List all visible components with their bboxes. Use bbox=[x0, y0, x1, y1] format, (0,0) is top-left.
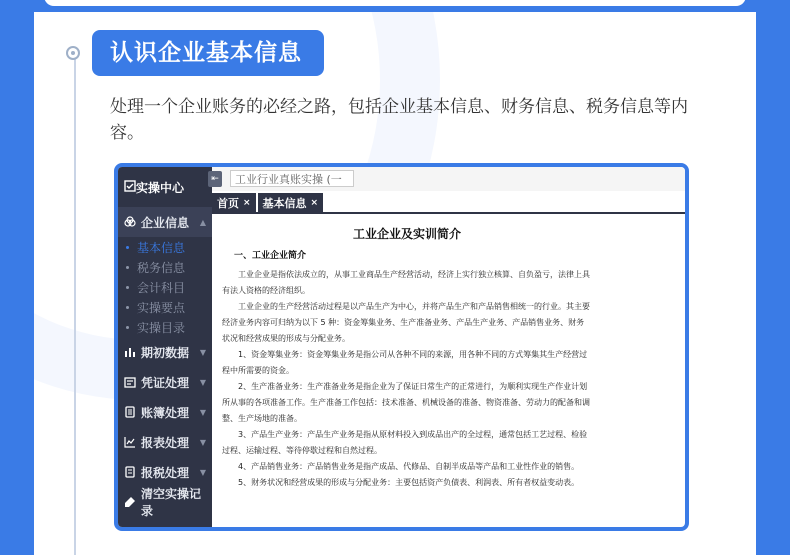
line-chart-icon bbox=[124, 436, 136, 448]
bullet-icon bbox=[126, 246, 129, 249]
timeline-dot bbox=[66, 46, 80, 60]
document-heading: 一、工业企业简介 bbox=[234, 251, 307, 261]
sidebar-item-clear-records[interactable] bbox=[118, 487, 212, 517]
bullet-icon bbox=[126, 326, 129, 329]
app-sidebar bbox=[118, 167, 212, 527]
bullet-icon bbox=[126, 286, 129, 289]
sidebar-header-label: 实操中心 bbox=[136, 180, 185, 195]
sidebar-header[interactable] bbox=[118, 167, 212, 207]
chevron-down-icon: ▼ bbox=[199, 467, 206, 477]
sidebar-subitem-accounts[interactable] bbox=[118, 277, 212, 297]
sidebar-item-label: 凭证处理 bbox=[141, 375, 190, 390]
section-heading: 认识企业基本信息 bbox=[92, 30, 324, 76]
sidebar-item-label: 企业信息 bbox=[141, 215, 190, 230]
subitem-label: 实操要点 bbox=[137, 300, 186, 315]
app-screenshot bbox=[114, 163, 689, 531]
sidebar-item-label: 报税处理 bbox=[141, 465, 190, 480]
tab-home[interactable] bbox=[212, 193, 256, 212]
document-paragraph: 工业企业的生产经营活动过程是以产品生产为中心，并将产品生产和产品销售相统一的行业。其主要经济业务内容可归纳为以下 5 种：资金筹集业务、生产准备业务、产品生产业务、产品销售业务、财务状况和经营成果的形成与分配业务。 bbox=[222, 302, 590, 343]
sidebar-item-ledger[interactable] bbox=[118, 397, 212, 427]
sidebar-item-tax-filing[interactable] bbox=[118, 457, 212, 487]
tab-basic-info[interactable] bbox=[258, 193, 324, 212]
tab-bar bbox=[212, 191, 685, 214]
ledger-icon bbox=[124, 406, 136, 418]
sidebar-subitem-basic-info[interactable] bbox=[118, 237, 212, 257]
chevron-down-icon: ▼ bbox=[199, 437, 206, 447]
clear-icon bbox=[124, 496, 136, 508]
document-paragraph: 3、产品生产业务：产品生产业务是指从原材料投入到成品出产的全过程，通常包括工艺过程、检验过程、运输过程、等待停歇过程和自然过程。 bbox=[222, 430, 588, 455]
subitem-label: 基本信息 bbox=[137, 240, 186, 255]
document-paragraph: 5、财务状况和经营成果的形成与分配业务：主要包括资产负债表、利润表、所有者权益变动表。 bbox=[238, 478, 580, 487]
sidebar-item-voucher[interactable] bbox=[118, 367, 212, 397]
sidebar-item-company-info[interactable] bbox=[118, 207, 212, 237]
subitem-label: 实操目录 bbox=[137, 320, 186, 335]
bullet-icon bbox=[126, 306, 129, 309]
sidebar-item-reports[interactable] bbox=[118, 427, 212, 457]
top-card bbox=[44, 0, 746, 6]
timeline-line bbox=[74, 54, 76, 555]
right-border bbox=[756, 0, 790, 555]
chevron-up-icon: ▲ bbox=[199, 217, 206, 227]
subitem-label: 税务信息 bbox=[137, 260, 186, 275]
document-title: 工业企业及实训简介 bbox=[352, 227, 461, 241]
sidebar-subitem-key-points[interactable] bbox=[118, 297, 212, 317]
practice-center-icon bbox=[124, 180, 136, 195]
document-content bbox=[222, 223, 592, 491]
document-paragraph: 2、生产准备业务：生产准备业务是指企业为了保证日常生产的正常进行，为顺利实现生产作业计划所从事的各项准备工作。生产准备工作包括：技术准备、机械设备的准备、物资准备、劳动力的配备和调整、生产场地的准备。 bbox=[222, 382, 590, 423]
bar-chart-icon bbox=[124, 346, 136, 358]
sidebar-item-label: 期初数据 bbox=[141, 345, 190, 360]
subitem-label: 会计科目 bbox=[137, 280, 186, 295]
collapse-sidebar-icon[interactable]: ⇤ bbox=[208, 171, 222, 187]
left-border bbox=[0, 0, 34, 555]
section-description: 处理一个企业账务的必经之路，包括企业基本信息、财务信息、税务信息等内容。 bbox=[110, 97, 688, 143]
tab-label: 首页 bbox=[217, 196, 239, 210]
voucher-icon bbox=[124, 376, 136, 388]
sidebar-item-label: 清空实操记录 bbox=[141, 487, 202, 518]
document-paragraph: 工业企业是指依法成立的，从事工业商品生产经营活动，经济上实行独立核算、自负盈亏，法律上具有法人资格的经济组织。 bbox=[222, 270, 590, 295]
chevron-down-icon: ▼ bbox=[199, 407, 206, 417]
app-topbar bbox=[212, 167, 685, 192]
sidebar-subitem-tax-info[interactable] bbox=[118, 257, 212, 277]
company-info-icon bbox=[124, 216, 136, 228]
bullet-icon bbox=[126, 266, 129, 269]
tax-filing-icon bbox=[124, 466, 136, 478]
sidebar-item-label: 报表处理 bbox=[141, 435, 190, 450]
chevron-down-icon: ▼ bbox=[199, 347, 206, 357]
document-paragraph: 4、产品销售业务：产品销售业务是指产成品、代修品、自制半成品等产品和工业性作业的销售。 bbox=[238, 462, 580, 471]
chevron-down-icon: ▼ bbox=[199, 377, 206, 387]
close-icon[interactable]: × bbox=[310, 197, 319, 208]
close-icon[interactable]: × bbox=[243, 197, 251, 208]
course-selector[interactable]: 工业行业真账实操 (一 bbox=[230, 170, 354, 187]
tab-label: 基本信息 bbox=[262, 196, 307, 210]
sidebar-item-label: 账簿处理 bbox=[141, 405, 190, 420]
sidebar-item-opening-data[interactable] bbox=[118, 337, 212, 367]
sidebar-subitem-catalog[interactable] bbox=[118, 317, 212, 337]
document-paragraph: 1、资金筹集业务：资金筹集业务是指公司从各种不同的来源，用各种不同的方式筹集其生产经营过程中所需要的资金。 bbox=[222, 350, 588, 375]
